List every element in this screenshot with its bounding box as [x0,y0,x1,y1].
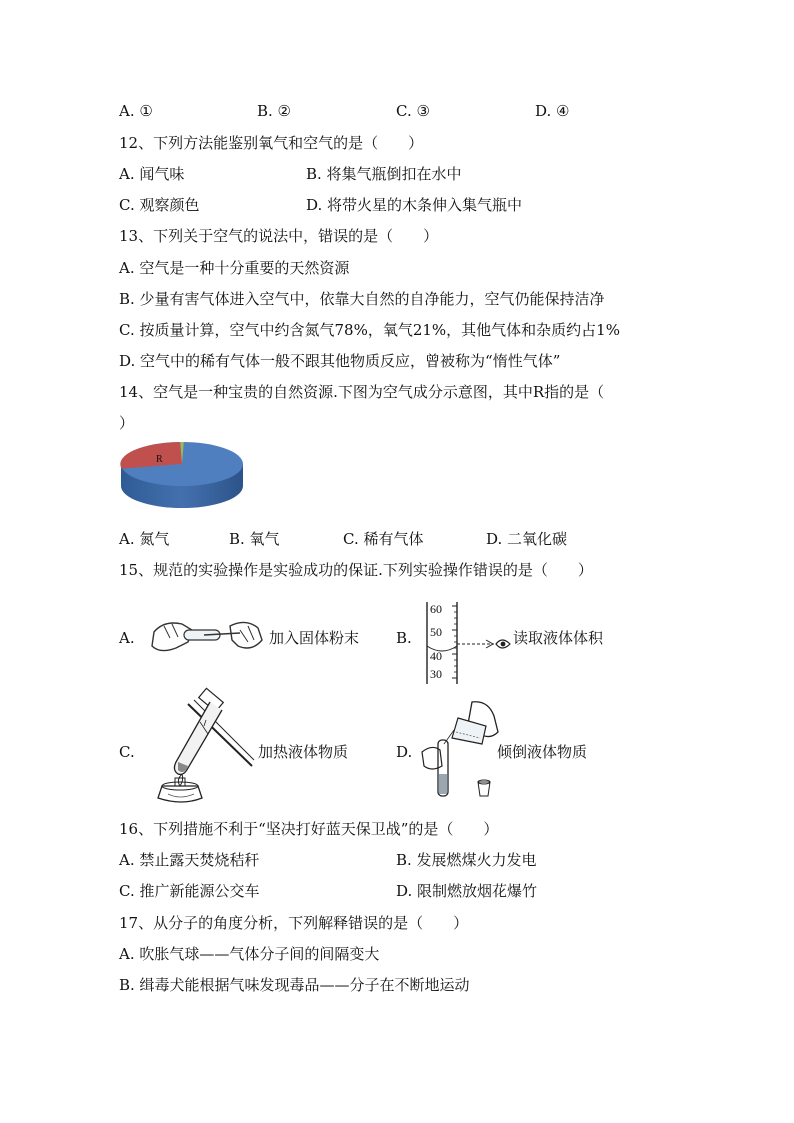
q13-option-a: A. 空气是一种十分重要的天然资源 [119,259,350,277]
q13-stem: 13、下列关于空气的说法中，错误的是（ ） [119,227,439,245]
q15-letter-d: D. [396,743,413,761]
q15-caption-c: 加热液体物质 [258,743,349,761]
q14-stem-cont: ） [119,414,135,432]
q14-stem: 14、空气是一种宝贵的自然资源.下图为空气成分示意图，其中R指的是（ [119,383,605,401]
cylinder-tick-60: 60 [430,602,442,616]
q16-option-a: A. 禁止露天焚烧秸秆 [119,851,260,869]
q15-caption-b: 读取液体体积 [513,629,604,647]
q12-option-b: B. 将集气瓶倒扣在水中 [306,165,462,183]
q13-option-d: D. 空气中的稀有气体一般不跟其他物质反应，曾被称为“惰性气体” [119,352,561,370]
q11-option-c: C. ③ [396,102,430,120]
q12-option-d: D. 将带火星的木条伸入集气瓶中 [306,196,523,214]
q15-letter-b: B. [396,629,412,647]
heating-tube-illustration [142,690,256,808]
cylinder-tick-40: 40 [430,649,442,663]
graduated-cylinder-illustration [424,600,514,686]
q13-option-b: B. 少量有害气体进入空气中，依靠大自然的自净能力，空气仍能保持洁净 [119,290,605,308]
q11-option-d: D. ④ [535,102,570,120]
q17-option-a: A. 吹胀气球——气体分子间的间隔变大 [119,945,380,963]
q16-option-d: D. 限制燃放烟花爆竹 [396,882,538,900]
q16-option-b: B. 发展燃煤火力发电 [396,851,537,869]
q15-stem: 15、规范的实验操作是实验成功的保证.下列实验操作错误的是（ ） [119,561,593,579]
cylinder-tick-30: 30 [430,667,442,681]
q14-option-c: C. 稀有气体 [343,530,424,548]
q15-letter-c: C. [119,743,135,761]
pie-label-r: R [156,454,163,465]
q16-option-c: C. 推广新能源公交车 [119,882,260,900]
q13-option-c: C. 按质量计算，空气中约含氮气78%，氧气21%，其他气体和杂质约占1% [119,321,620,339]
q16-stem: 16、下列措施不利于“坚决打好蓝天保卫战”的是（ ） [119,820,499,838]
q12-stem: 12、下列方法能鉴别氧气和空气的是（ ） [119,134,424,152]
q15-caption-d: 倾倒液体物质 [497,743,588,761]
q14-option-d: D. 二氧化碳 [486,530,568,548]
q15-letter-a: A. [119,629,135,647]
q15-caption-a: 加入固体粉末 [269,629,360,647]
q14-option-b: B. 氧气 [229,530,280,548]
pouring-liquid-illustration [418,700,502,804]
q17-stem: 17、从分子的角度分析，下列解释错误的是（ ） [119,914,469,932]
q12-option-a: A. 闻气味 [119,165,185,183]
q12-option-c: C. 观察颜色 [119,196,200,214]
q14-option-a: A. 氮气 [119,530,170,548]
powder-adding-illustration [148,612,266,662]
q17-option-b: B. 缉毒犬能根据气味发现毒品——分子在不断地运动 [119,976,470,994]
pie-r-slice [120,442,182,469]
q11-option-b: B. ② [257,102,292,120]
cylinder-tick-50: 50 [430,625,442,639]
q11-option-a: A. ① [119,102,153,120]
air-composition-pie [118,440,248,518]
